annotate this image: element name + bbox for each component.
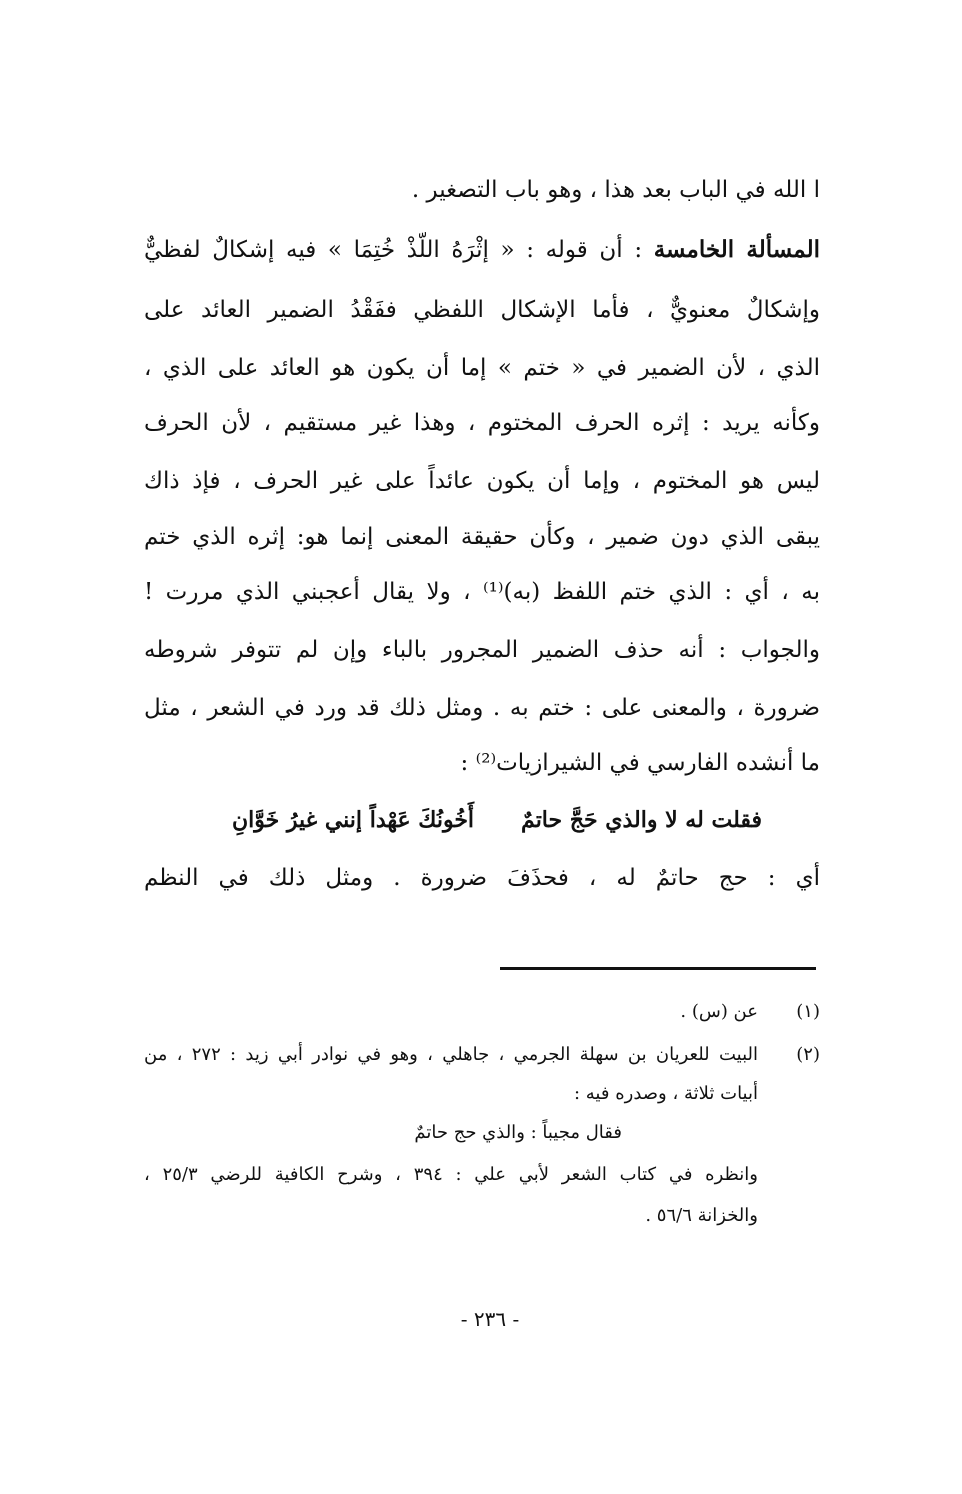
footnote-2-cont-1 [144, 1077, 820, 1111]
footnote-2-line-3: وانظره في كتاب الشعر لأبي علي : ٣٩٤ ، وشرح الكافية للرضي ٢٥/٣ ، [144, 1164, 758, 1185]
body-line-7: يبقى الذي دون ضمير ، وكأن حقيقة المعنى إنما هو: إثره الذي ختم [144, 524, 820, 550]
body-line-9: والجواب : أنه حذف الضمير المجرور بالباء وإن لم تتوفر شروطه [144, 637, 820, 663]
footnote-2-line-4: والخزانة ٥٦/٦ . [645, 1205, 758, 1226]
verse-first-hemistich: فقلت له لا والذي حَجَّ حاتمٌ [521, 807, 762, 833]
masala-heading: المسألة الخامسة [653, 236, 820, 263]
body-line-8: به ، أي : الذي ختم اللفظ (به)⁽¹⁾ ، ولا يقال أعجبني الذي مررت ! [144, 579, 820, 605]
footnote-2-line-2: أبيات ثلاثة ، وصدره فيه : [574, 1083, 758, 1104]
footnote-1-text: عن (س) . [680, 1001, 758, 1022]
footnote-2-cont-3 [144, 1199, 820, 1233]
body-line-11: ما أنشده الفارسي في الشيرازيات⁽²⁾ : [460, 750, 820, 776]
poetry-verse [232, 800, 762, 840]
footnote-2-cont-2 [144, 1158, 820, 1192]
body-line-4: الذي ، لأن الضمير في « ختم » إما أن يكون هو العائد على الذي ، [144, 355, 820, 381]
footnote-2-number: (٢) [796, 1044, 820, 1065]
page-number: - ٢٣٦ - [460, 1307, 520, 1331]
masala-line [144, 230, 820, 270]
masala-rest: : أن قوله : « إثْرَهُ اللّذْ خُتِمَا » فيه إشكالٌ لفظيٌّ [144, 237, 654, 263]
footnote-2 [144, 1038, 820, 1072]
body-line-10: ضرورة ، والمعنى على : ختم به . ومثل ذلك قد ورد في الشعر ، مثل [144, 695, 820, 721]
body-line-3: وإشكالٌ معنويٌّ ، فأما الإشكال اللفظي ففَقْدُ الضمير العائد على [144, 297, 820, 323]
body-line-6: ليس هو المختوم ، وإما أن يكون عائداً على غير الحرف ، فإذ ذاك [144, 468, 820, 494]
footnote-2-line-1: البيت للعريان بن سهلة الجرمي ، جاهلي ، وهو في نوادر أبي زيد : ٢٧٢ ، من [144, 1044, 758, 1065]
body-line-12: أي : حج حاتمٌ له ، فحذَفَ ضرورة . ومثل ذلك في النظم [144, 865, 820, 891]
footnote-1 [144, 995, 820, 1029]
verse-second-hemistich: أَخُونُكَ عَهْداً إنني غيرُ خَوَّانِ [232, 807, 475, 833]
body-line-1: ا الله في الباب بعد هذا ، وهو باب التصغير . [411, 177, 820, 203]
footnote-separator [500, 967, 816, 970]
footnote-2-verse: فقال مجيباً : والذي حج حاتمٌ [414, 1122, 622, 1143]
footnote-1-number: (١) [796, 1001, 820, 1022]
body-line-5: وكأنه يريد : إثره الحرف المختوم ، وهذا غير مستقيم ، لأن الحرف [144, 410, 820, 436]
